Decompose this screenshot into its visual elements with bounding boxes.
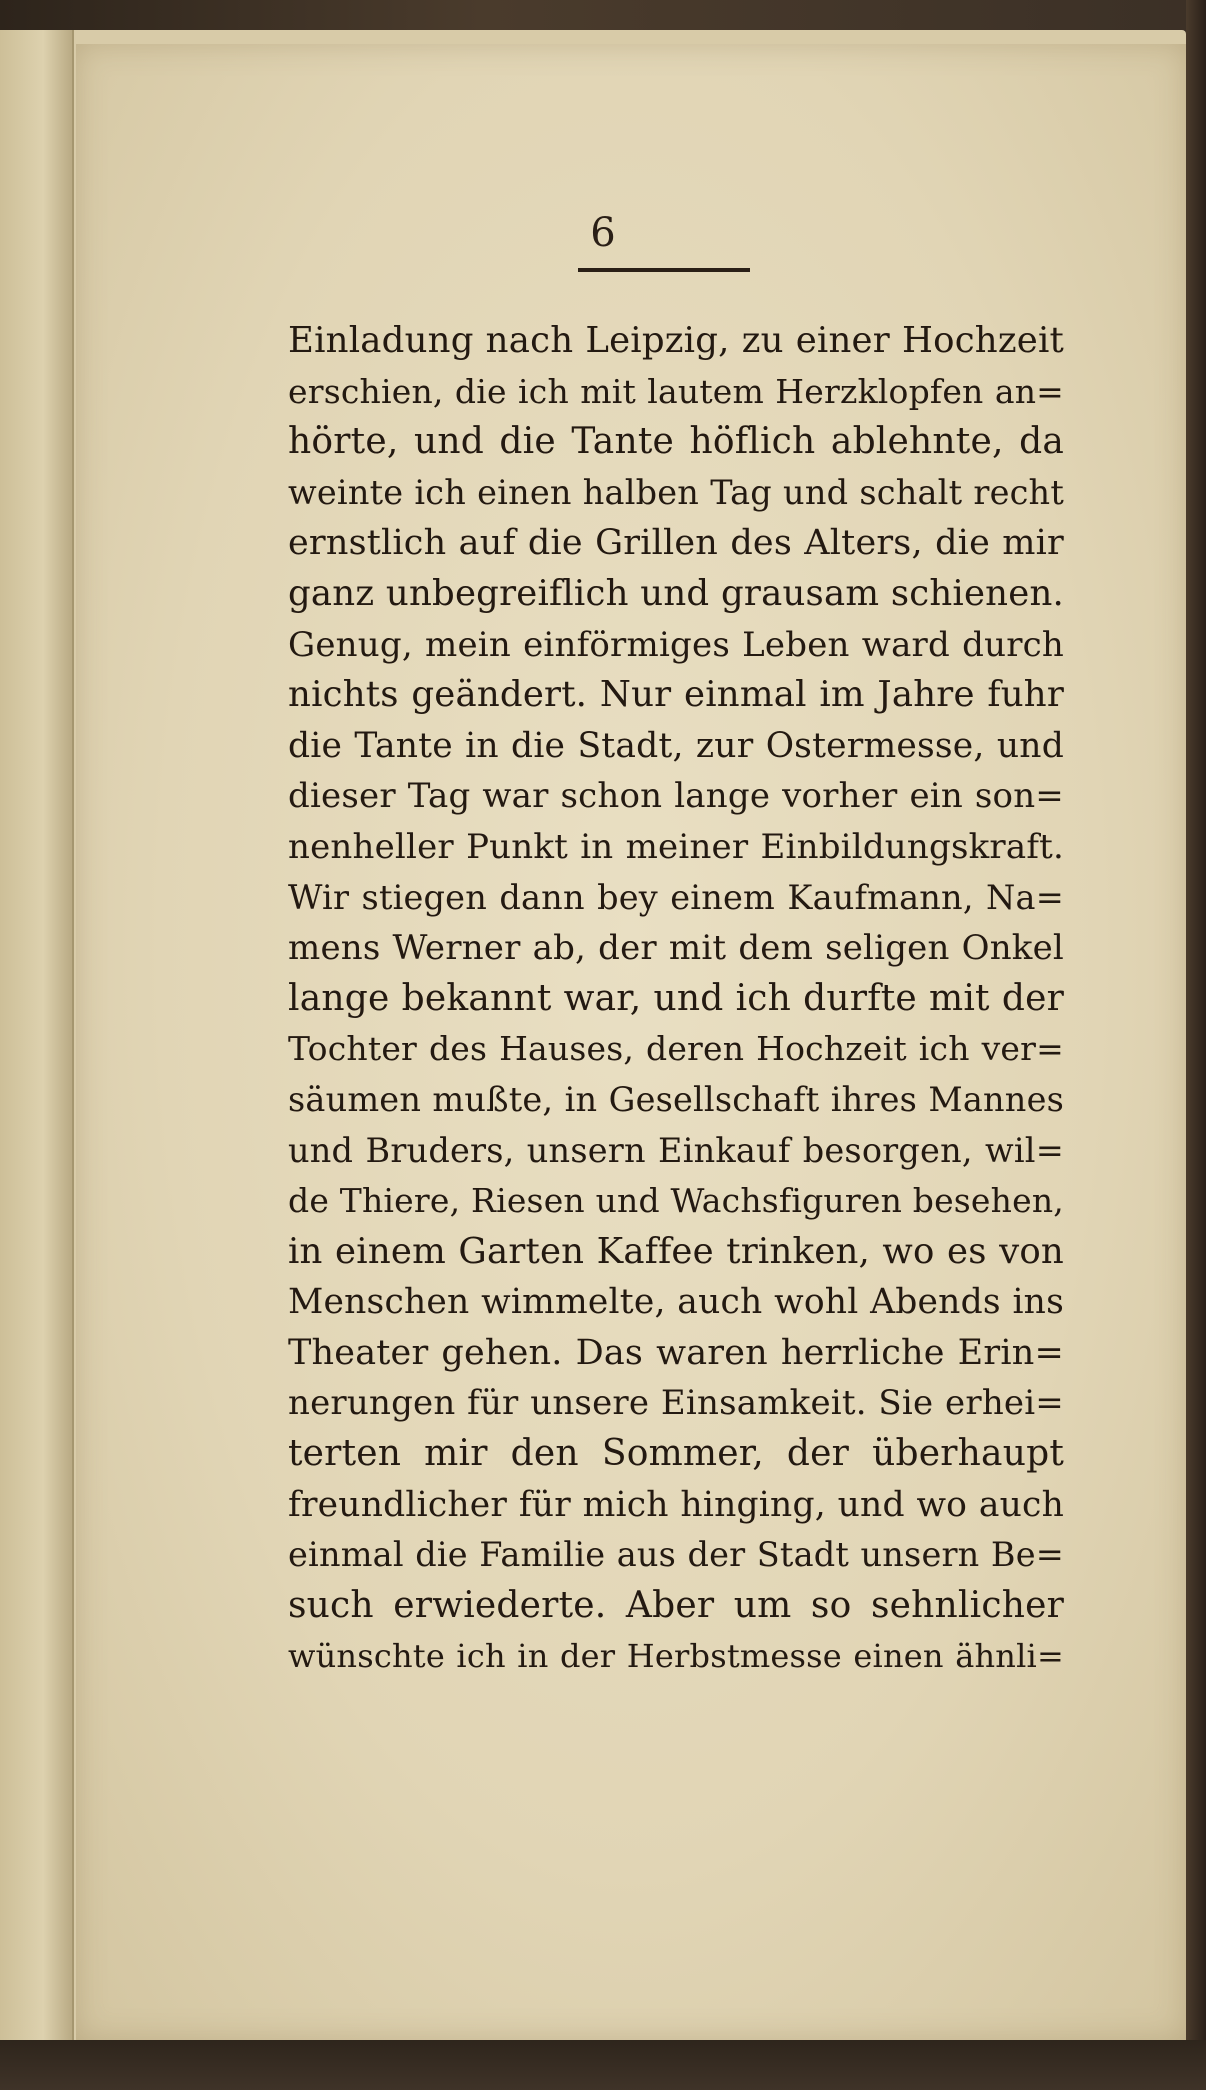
book-cover-bottom xyxy=(0,2040,1206,2090)
text-line: nichts geändert. Nur einmal im Jahre fuhr xyxy=(288,674,1064,716)
book-spine xyxy=(1186,0,1206,2090)
text-line: ganz unbegreiflich und grausam schienen. xyxy=(288,572,1064,614)
text-line: Menschen wimmelte, auch wohl Abends ins xyxy=(288,1282,1064,1323)
text-line: hörte, und die Tante höflich ablehnte, da xyxy=(288,421,1064,463)
page-number: 6 xyxy=(590,210,616,256)
text-line: wünschte ich in der Herbstmesse einen ähnli= xyxy=(288,1637,1064,1676)
text-line: in einem Garten Kaffee trinken, wo es von xyxy=(288,1230,1064,1272)
text-line: und Bruders, unsern Einkauf besorgen, wil= xyxy=(288,1130,1064,1170)
text-line: freundlicher für mich hinging, und wo auch xyxy=(288,1484,1064,1525)
text-line: säumen mußte, in Gesellschaft ihres Mannes xyxy=(288,1079,1064,1119)
page-text xyxy=(288,316,1064,1682)
text-line: terten mir den Sommer, der überhaupt xyxy=(288,1433,1064,1475)
page-number-rule xyxy=(578,268,750,272)
text-line: mens Werner ab, der mit dem seligen Onkel xyxy=(288,928,1064,969)
text-line: nerungen für unsere Einsamkeit. Sie erhei= xyxy=(288,1383,1064,1424)
text-line: Einladung nach Leipzig, zu einer Hochzeit xyxy=(288,320,1064,361)
text-line: Theater gehen. Das waren herrliche Erin= xyxy=(288,1332,1064,1373)
text-line: de Thiere, Riesen und Wachsfiguren besehen, xyxy=(288,1181,1064,1221)
text-line: einmal die Familie aus der Stadt unsern Be= xyxy=(288,1535,1064,1575)
text-line: erschien, die ich mit lautem Herzklopfen an= xyxy=(288,371,1064,411)
text-line: ernstlich auf die Grillen des Alters, die mir xyxy=(288,523,1064,564)
text-line: dieser Tag war schon lange vorher ein son= xyxy=(288,776,1064,817)
text-line: lange bekannt war, und ich durfte mit der xyxy=(288,977,1064,1019)
text-line: Genug, mein einförmiges Leben ward durch xyxy=(288,624,1064,665)
text-line: Wir stiegen dann bey einem Kaufmann, Na= xyxy=(288,877,1064,917)
text-line: nenheller Punkt in meiner Einbildungskraft. xyxy=(288,826,1064,867)
text-line: die Tante in die Stadt, zur Ostermesse, und xyxy=(288,725,1064,766)
page-stack-left-edge xyxy=(0,30,74,2050)
text-line: such erwiederte. Aber um so sehnlicher xyxy=(288,1584,1064,1626)
text-line: weinte ich einen halben Tag und schalt recht xyxy=(288,472,1064,512)
text-line: Tochter des Hauses, deren Hochzeit ich ver= xyxy=(288,1029,1064,1069)
